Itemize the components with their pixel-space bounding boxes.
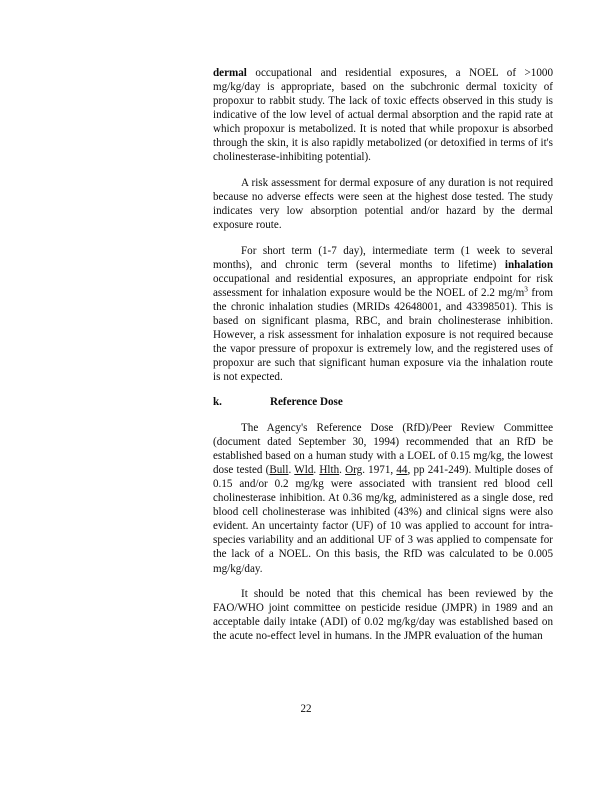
citation-wld: Wld bbox=[294, 464, 314, 477]
paragraph-jmpr-text: It should be noted that this chemical has been reviewed by the FAO/WHO joint committee on pesticide residue (JMPR) in 1989 and an acceptable daily intake (ADI) of 0.02 mg/kg/day was established based on the acute no-effect level in humans. In the JMPR evaluation of the human bbox=[213, 588, 553, 643]
paragraph-risk-assessment-dermal-text: A risk assessment for dermal exposure of any duration is not required because no adverse effects were seen at the highest dose tested. The study indicates very low absorption potential and/or hazard by the dermal exposure route. bbox=[213, 176, 553, 231]
citation-dot-2: . bbox=[313, 464, 320, 477]
section-number: k. bbox=[213, 396, 222, 409]
paragraph-rfd-text-c: , pp 241-249). Multiple doses of 0.15 and/or 0.2 mg/kg were associated with transient red blood cell cholinesterase inhibition. At 0.36 mg/kg, administered as a single dose, red blood cell cholinesterase was inhibited (43%) and clinical signs were also evident. An uncertainty factor (UF) of 10 was applied to account for intra-species variability and an additional UF of 3 was applied to compensate for the lack of a NOEL. On this basis, the RfD was calculated to be 0.005 mg/kg/day. bbox=[213, 464, 553, 575]
inhalation-bold-word: inhalation bbox=[504, 258, 553, 271]
paragraph-jmpr bbox=[213, 587, 553, 643]
paragraph-rfd-text-a: The Agency's Reference Dose (RfD)/Peer Review Committee (document dated September 30, 1994) recommended that an RfD be established based on a human study with a LOEL of 0.15 mg/kg, the lowest dose tested ( bbox=[213, 422, 553, 477]
cubic-meter-superscript: 3 bbox=[524, 283, 528, 293]
section-heading-reference-dose bbox=[213, 395, 553, 409]
dermal-bold-lead: dermal bbox=[213, 67, 247, 79]
citation-hlth: Hlth bbox=[319, 464, 340, 477]
paragraph-rfd-text-b: . 1971, bbox=[362, 464, 397, 477]
paragraph-inhalation-text-a: For short term (1-7 day), intermediate term (1 week to several months), and chronic term (several months to lifetime) bbox=[213, 244, 553, 271]
paragraph-dermal-text: occupational and residential exposures, a NOEL of >1000 mg/kg/day is appropriate, based on the subchronic dermal toxicity of propoxur to rabbit study. The lack of toxic effects observed in this study is indicative of the low level of actual dermal absorption and the rapid rate at which propoxur is metabolized. It is noted that while propoxur is absorbed through the skin, it is also rapidly metabolized (or detoxified in terms of it's cholinesterase-inhibiting potential). bbox=[213, 67, 553, 164]
paragraph-inhalation bbox=[213, 244, 553, 384]
citation-dot-3: . bbox=[339, 464, 346, 477]
paragraph-dermal bbox=[213, 66, 553, 164]
document-text-body bbox=[213, 66, 553, 655]
citation-dot-1: . bbox=[288, 464, 295, 477]
paragraph-inhalation-text-c: from the chronic inhalation studies (MRIDs 42648001, and 43398501). This is based on significant plasma, RBC, and brain cholinesterase inhibition. However, a risk assessment for inhalation exposure is not required because the vapor pressure of propoxur is extremely low, and the registered uses of propoxur are such that significant human exposure via the inhalation route is not expected. bbox=[213, 286, 553, 383]
citation-volume: 44 bbox=[396, 464, 408, 477]
paragraph-inhalation-text-b: occupational and residential exposures, an appropriate endpoint for risk assessment for inhalation exposure would be the NOEL of 2.2 mg/m bbox=[213, 272, 553, 299]
section-title: Reference Dose bbox=[270, 396, 343, 409]
paragraph-risk-assessment-dermal bbox=[213, 176, 553, 232]
citation-org: Org bbox=[345, 464, 363, 477]
paragraph-rfd bbox=[213, 421, 553, 576]
citation-bull: Bull bbox=[269, 464, 289, 477]
page-number: 22 bbox=[300, 703, 312, 715]
